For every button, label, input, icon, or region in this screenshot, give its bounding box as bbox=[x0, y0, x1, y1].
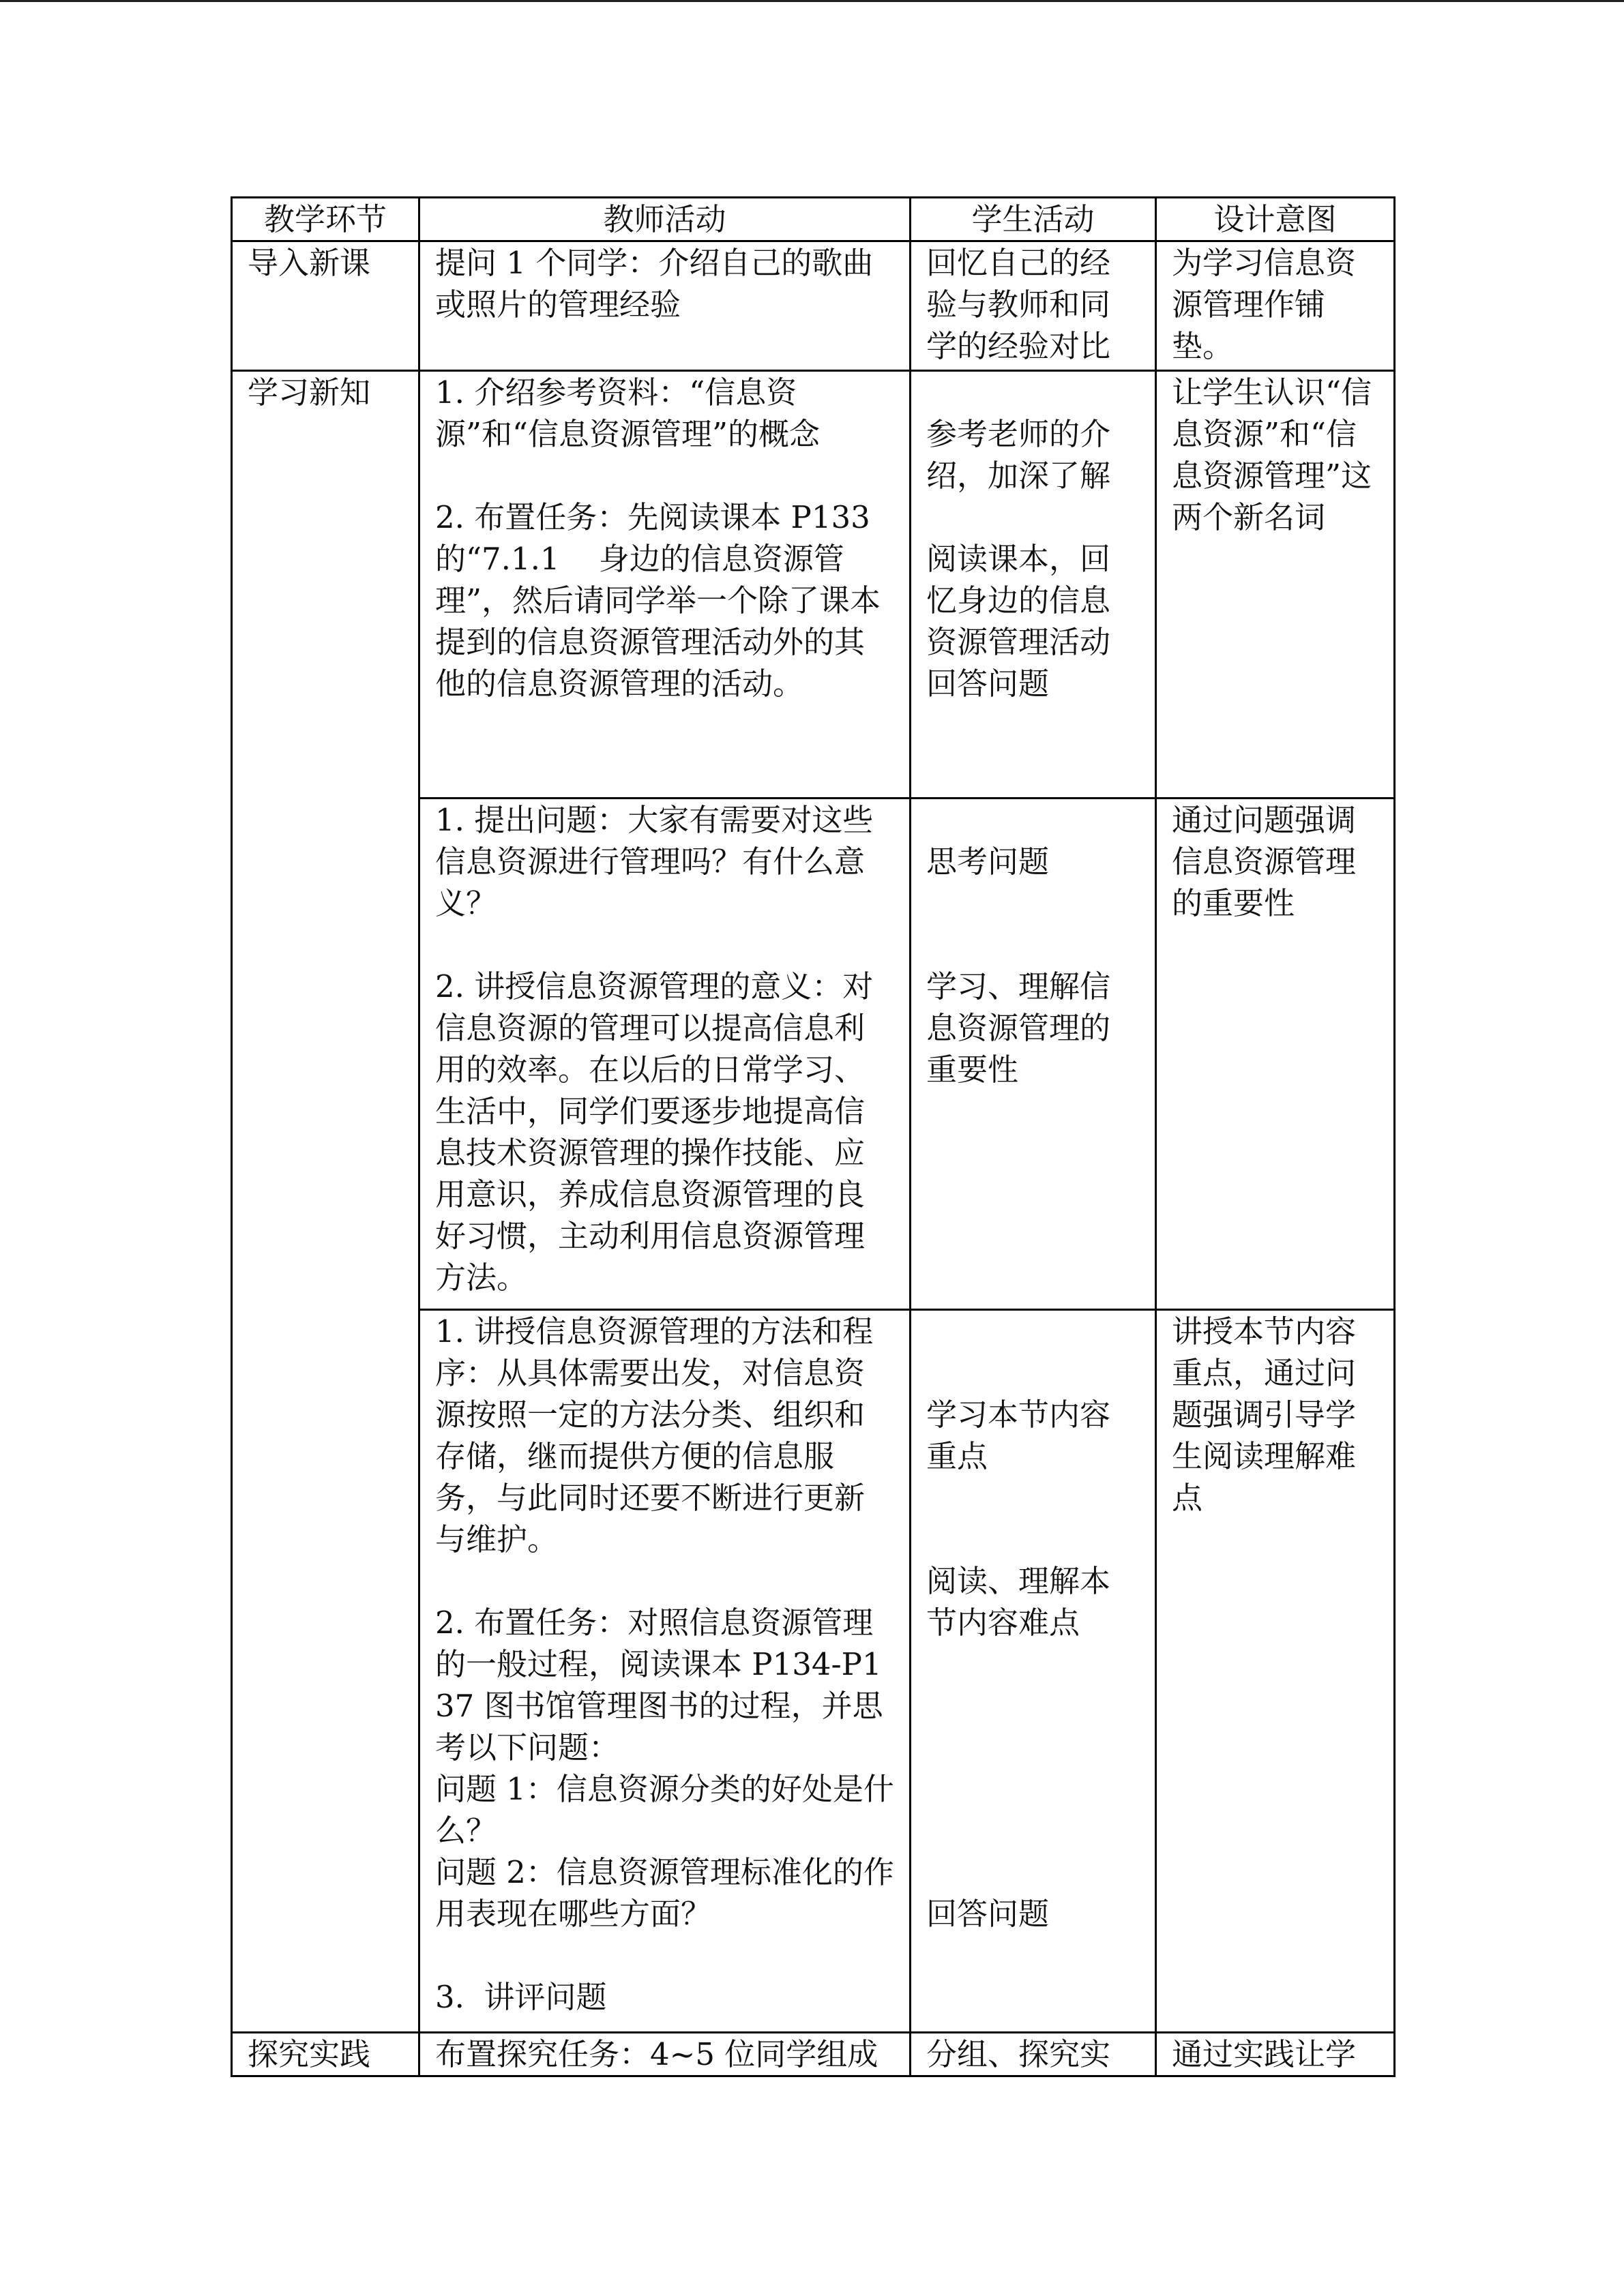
learn-1-student bbox=[911, 371, 1156, 799]
learn-stage: 学习新知 bbox=[232, 371, 419, 2033]
learn-3-teacher-2: 2. 布置任务：对照信息资源管理的一般过程，阅读课本 P134-P137 图书馆管理图书的过程，并思考以下问题： bbox=[435, 1605, 883, 1765]
learn-1-teacher-2: 2. 布置任务：先阅读课本 P133 的“7.1.1 身边的信息资源管理”，然后请同学举一个除了课本提到的信息资源管理活动外的其他的信息资源管理的活动。 bbox=[435, 499, 881, 702]
page-top-rule bbox=[0, 0, 1624, 2]
header-student-activity: 学生活动 bbox=[911, 198, 1156, 241]
lesson-plan-table bbox=[231, 196, 1396, 2077]
learn-3-teacher-3: 3. 讲评问题 bbox=[435, 1979, 607, 2015]
intro-intent: 为学习信息资源管理作铺垫。 bbox=[1156, 241, 1395, 371]
explore-student: 分组、探究实 bbox=[911, 2033, 1156, 2076]
learn-3-student-3: 回答问题 bbox=[926, 1896, 1050, 1932]
explore-teacher: 布置探究任务：4~5 位同学组成 bbox=[419, 2033, 911, 2076]
learn-2-student bbox=[911, 799, 1156, 1310]
explore-intent: 通过实践让学 bbox=[1156, 2033, 1395, 2076]
learn-2-student-2: 学习、理解信息资源管理的重要性 bbox=[926, 968, 1111, 1088]
learn-3-teacher bbox=[419, 1310, 911, 2033]
learn-2-teacher-1: 1. 提出问题：大家有需要对这些信息资源进行管理吗？有什么意义？ bbox=[435, 802, 874, 921]
learn-3-intent: 讲授本节内容重点，通过问题强调引导学生阅读理解难点 bbox=[1156, 1310, 1395, 2033]
learn-3-student-2: 阅读、理解本节内容难点 bbox=[926, 1563, 1111, 1641]
header-stage: 教学环节 bbox=[232, 198, 419, 241]
learn-row-1 bbox=[232, 371, 1395, 799]
learn-2-teacher-2: 2. 讲授信息资源管理的意义：对信息资源的管理可以提高信息利用的效率。在以后的日常学习、生活中，同学们要逐步地提高信息技术资源管理的操作技能、应用意识，养成信息资源管理的良好习惯，主动利用信息资源管理方法。 bbox=[435, 968, 874, 1296]
header-row bbox=[232, 198, 1395, 241]
learn-2-student-1: 思考问题 bbox=[926, 844, 1050, 880]
learn-2-teacher bbox=[419, 799, 911, 1310]
learn-3-teacher-q2: 问题 2：信息资源管理标准化的作用表现在哪些方面？ bbox=[435, 1854, 894, 1932]
header-teacher-activity: 教师活动 bbox=[419, 198, 911, 241]
learn-3-student-1: 学习本节内容重点 bbox=[926, 1397, 1111, 1474]
intro-student: 回忆自己的经验与教师和同学的经验对比 bbox=[911, 241, 1156, 371]
learn-3-teacher-1: 1. 讲授信息资源管理的方法和程序：从具体需要出发，对信息资源按照一定的方法分类、组织和存储，继而提供方便的信息服务，与此同时还要不断进行更新与维护。 bbox=[435, 1313, 874, 1557]
intro-teacher: 提问 1 个同学：介绍自己的歌曲或照片的管理经验 bbox=[419, 241, 911, 371]
explore-row bbox=[232, 2033, 1395, 2076]
header-design-intent: 设计意图 bbox=[1156, 198, 1395, 241]
learn-1-intent: 让学生认识“信息资源”和“信息资源管理”这两个新名词 bbox=[1156, 371, 1395, 799]
learn-3-student bbox=[911, 1310, 1156, 2033]
learn-2-intent: 通过问题强调信息资源管理的重要性 bbox=[1156, 799, 1395, 1310]
learn-1-teacher-1: 1. 介绍参考资料：“信息资源”和“信息资源管理”的概念 bbox=[435, 374, 821, 452]
learn-3-teacher-q1: 问题 1：信息资源分类的好处是什么？ bbox=[435, 1771, 894, 1849]
intro-row bbox=[232, 241, 1395, 371]
learn-1-student-1: 参考老师的介绍，加深了解 bbox=[926, 416, 1111, 494]
explore-stage: 探究实践 bbox=[232, 2033, 419, 2076]
intro-stage: 导入新课 bbox=[232, 241, 419, 371]
learn-1-teacher bbox=[419, 371, 911, 799]
learn-1-student-2: 阅读课本，回忆身边的信息资源管理活动回答问题 bbox=[926, 541, 1111, 702]
